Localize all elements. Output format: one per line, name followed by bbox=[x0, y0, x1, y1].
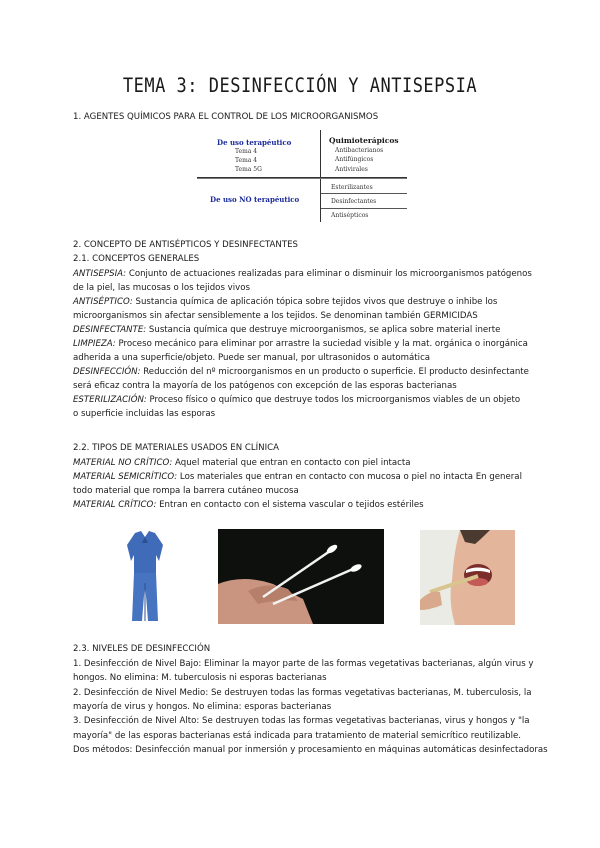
table-right-bottom-item: Esterilizantes bbox=[331, 184, 373, 191]
table-right-item: Antivirales bbox=[335, 166, 368, 173]
scrubs-image bbox=[125, 531, 165, 622]
material-line-term: MATERIAL SEMICRÍTICO: bbox=[73, 472, 178, 482]
material-line bbox=[73, 501, 424, 510]
concept-line-text: o superficie incluidas las esporas bbox=[73, 409, 216, 419]
concept-line bbox=[73, 340, 528, 349]
section-heading-2: 2. CONCEPTO DE ANTISÉPTICOS Y DESINFECTANTES bbox=[73, 240, 298, 250]
concept-line bbox=[73, 410, 215, 419]
concept-line-text: adherida a una superficie/objeto. Puede ser manual, por ultrasonidos o automática bbox=[73, 353, 431, 363]
material-line-text: Los materiales que entran en contacto con mucosa o piel no intacta En general bbox=[177, 472, 522, 482]
page-title: TEMA 3: DESINFECCIÓN Y ANTISEPSIA bbox=[122, 74, 478, 98]
table-right-header: Quimioterápicos bbox=[329, 136, 399, 145]
concept-line-term: DESINFECCIÓN: bbox=[73, 367, 141, 377]
level-line-term: 3. Desinfección de Nivel Alto: bbox=[73, 716, 200, 727]
concept-line bbox=[73, 312, 478, 321]
concept-line bbox=[73, 298, 497, 307]
classification-table bbox=[197, 130, 407, 222]
section-heading-2-3: 2.3. NIVELES DE DESINFECCIÓN bbox=[73, 644, 211, 654]
concept-line bbox=[73, 326, 500, 335]
cotton-swabs-image bbox=[218, 529, 384, 624]
material-line bbox=[73, 459, 411, 468]
concept-line-term: DESINFECTANTE: bbox=[73, 325, 147, 335]
material-line-text: Aquel material que entran en contacto con piel intacta bbox=[172, 458, 411, 468]
level-line bbox=[73, 746, 548, 755]
material-line-text: Entran en contacto con el sistema vascular o tejidos estériles bbox=[156, 500, 424, 510]
table-left-item: Tema 4 bbox=[235, 148, 258, 155]
concept-line-text: microorganismos sin afectar sensiblemente a los tejidos. Se denominan también GERMICIDAS bbox=[73, 311, 478, 321]
material-line-text: todo material que rompa la barrera cutáneo mucosa bbox=[73, 486, 299, 496]
level-line bbox=[73, 732, 521, 741]
table-left-header: De uso terapéutico bbox=[217, 138, 292, 147]
level-line bbox=[73, 674, 327, 683]
concept-line-text: Proceso mecánico para eliminar por arrastre la suciedad visible y la mat. orgánica o inorgánica bbox=[115, 339, 528, 349]
concept-line-term: ANTISÉPTICO: bbox=[73, 297, 133, 307]
material-line bbox=[73, 487, 299, 496]
level-line bbox=[73, 660, 534, 669]
section-heading-2-2: 2.2. TIPOS DE MATERIALES USADOS EN CLÍNICA bbox=[73, 443, 280, 453]
concept-line bbox=[73, 382, 457, 391]
concept-line-text: Proceso físico o químico que destruye todos los microorganismos viables de un objeto bbox=[146, 395, 521, 405]
table-left-bottom: De uso NO terapéutico bbox=[210, 195, 300, 204]
table-left-item: Tema 4 bbox=[235, 157, 258, 164]
level-line-text: hongos. No elimina: M. tuberculosis ni esporas bacterianas bbox=[73, 673, 327, 684]
table-right-bottom-item: Desinfectantes bbox=[331, 198, 377, 205]
level-line-text: Dos métodos: Desinfección manual por inmersión y procesamiento en máquinas automáticas desinfectadoras bbox=[73, 744, 548, 755]
concept-line-text: Sustancia química que destruye microorganismos, se aplica sobre material inerte bbox=[146, 325, 501, 335]
level-line-term: 1. Desinfección de Nivel Bajo: bbox=[73, 659, 202, 669]
table-right-bottom-item: Antisépticos bbox=[331, 212, 369, 219]
level-line bbox=[73, 689, 532, 698]
level-line-text: Se destruyen todas las formas vegetativas bacterianas, virus y hongos y "la bbox=[199, 716, 530, 727]
level-line-term: 2. Desinfección de Nivel Medio: bbox=[73, 687, 209, 698]
concept-line bbox=[73, 354, 430, 363]
throat-swab-image bbox=[420, 530, 515, 625]
level-line bbox=[73, 717, 530, 726]
concept-line bbox=[73, 396, 520, 405]
concept-line-text: Sustancia química de aplicación tópica sobre tejidos vivos que destruye o inhibe los bbox=[132, 297, 498, 307]
level-line-text: Se destruyen todas las formas vegetativas bacterianas, M. tuberculosis, la bbox=[208, 687, 532, 698]
table-right-item: Antifúngicos bbox=[335, 156, 374, 163]
concept-line bbox=[73, 368, 529, 377]
concept-line-term: LIMPIEZA: bbox=[73, 339, 116, 349]
section-heading-1: 1. AGENTES QUÍMICOS PARA EL CONTROL DE LOS MICROORGANISMOS bbox=[73, 112, 379, 122]
concept-line-text: de la piel, las mucosas o los tejidos vivos bbox=[73, 283, 250, 293]
material-line-term: MATERIAL NO CRÍTICO: bbox=[73, 458, 173, 468]
concept-line-term: ESTERILIZACIÓN: bbox=[73, 395, 147, 405]
level-line-text: mayoría" de las esporas bacterianas está indicada para tratamiento de material semicrítico reutilizable. bbox=[73, 730, 522, 741]
level-line bbox=[73, 703, 331, 712]
material-line bbox=[73, 473, 522, 482]
concept-line-text: será eficaz contra la mayoría de los patógenos con excepción de las esporas bacterianas bbox=[73, 381, 457, 391]
concept-line bbox=[73, 284, 250, 293]
material-line-term: MATERIAL CRÍTICO: bbox=[73, 500, 157, 510]
concept-line-term: ANTISEPSIA: bbox=[73, 269, 127, 279]
concept-line-text: Reducción del nº microorganismos en un producto o superficie. El producto desinfectante bbox=[140, 367, 529, 377]
section-heading-2-1: 2.1. CONCEPTOS GENERALES bbox=[73, 254, 200, 264]
level-line-text: Eliminar la mayor parte de las formas vegetativas bacterianas, algún virus y bbox=[201, 659, 534, 669]
concept-line bbox=[73, 270, 532, 279]
table-right-item: Antibacterianos bbox=[335, 147, 384, 154]
concept-line-text: Conjunto de actuaciones realizadas para eliminar o disminuir los microorganismos patógenos bbox=[126, 269, 532, 279]
level-line-text: mayoría de virus y hongos. No elimina: esporas bacterianas bbox=[73, 701, 332, 712]
table-left-item: Tema 5G bbox=[235, 166, 262, 173]
